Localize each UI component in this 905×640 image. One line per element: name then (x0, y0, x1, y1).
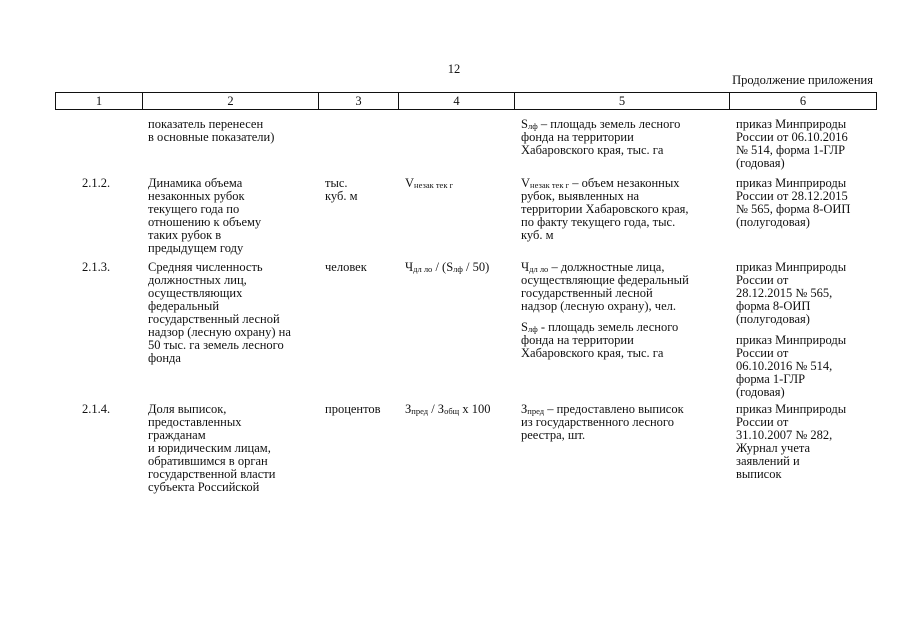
indicator-name (148, 118, 274, 144)
indicator-line: текущего года по (148, 202, 240, 216)
definition-symbol: S (521, 320, 528, 334)
indicator-line: показатель перенесен (148, 117, 264, 131)
indicator-line: таких рубок в (148, 228, 222, 242)
indicator-line: отношению к объему (148, 215, 262, 229)
definitions (521, 403, 684, 442)
unit (325, 177, 358, 203)
definition-line: из государственного лесного (521, 415, 674, 429)
definition-text: – объем незаконных (569, 176, 680, 190)
col-header-3: 3 (319, 93, 399, 110)
source-line: России от (736, 415, 789, 429)
formula-subscript: пред (411, 406, 429, 416)
formula-text: х 100 (459, 402, 491, 416)
indicator-line: предоставленных (148, 415, 242, 429)
definition-text: – должностные лица, (548, 260, 665, 274)
source-line: № 565, форма 8-ОИП (736, 202, 851, 216)
source-line: (полугодовая) (736, 215, 810, 229)
definition-symbol: V (521, 176, 531, 190)
source-line: Журнал учета (736, 441, 811, 455)
unit-line: куб. м (325, 189, 358, 203)
sources (736, 177, 850, 229)
formula-text: / З (428, 402, 445, 416)
definition-block (521, 177, 689, 242)
definition-line: фонда на территории (521, 130, 634, 144)
formula-subscript: дл ло (413, 264, 433, 274)
formula-symbol: З (405, 402, 412, 416)
source-line: № 514, форма 1-ГЛР (736, 143, 846, 157)
source-line: России от (736, 273, 789, 287)
indicator-line: надзор (лесную охрану) на (148, 325, 291, 339)
definition-symbol: S (521, 117, 528, 131)
definition-symbol: Ч (521, 260, 530, 274)
source-line: России от 06.10.2016 (736, 130, 848, 144)
definitions (521, 118, 680, 157)
source-line: 06.10.2016 № 514, (736, 359, 833, 373)
definition-text: - площадь земель лесного (537, 320, 679, 334)
indicator-line: обратившимся в орган (148, 454, 268, 468)
indicator-line: государственный лесной (148, 312, 280, 326)
definition-text: – предоставлено выписок (544, 402, 684, 416)
indicator-line: незаконных рубок (148, 189, 245, 203)
source-line: заявлений и (736, 454, 800, 468)
col-header-5: 5 (515, 93, 730, 110)
indicator-line: в основные показатели) (148, 130, 275, 144)
page-number: 12 (447, 62, 461, 76)
source-line: (годовая) (736, 385, 785, 399)
indicator-line: фонда (148, 351, 181, 365)
formula-subscript: лф (453, 264, 463, 274)
col-header-6: 6 (730, 93, 877, 110)
indicator-line: 50 тыс. га земель лесного (148, 338, 284, 352)
definition-block (521, 403, 684, 442)
definition-block (521, 321, 689, 360)
indicator-line: федеральный (148, 299, 220, 313)
source-line: 28.12.2015 № 565, (736, 286, 833, 300)
definitions (521, 177, 689, 242)
definition-line: по факту текущего года, тыс. (521, 215, 676, 229)
indicator-line: предыдущем году (148, 241, 244, 255)
indicator-line: гражданам (148, 428, 206, 442)
definition-symbol: З (521, 402, 528, 416)
source-block (736, 177, 850, 229)
definition-line: осуществляющие федеральный (521, 273, 689, 287)
source-block (736, 118, 848, 170)
indicator-line: Доля выписок, (148, 402, 227, 416)
column-header-row (55, 92, 877, 110)
indicator-line: Динамика объема (148, 176, 243, 190)
indicator-line: Средняя численность (148, 260, 263, 274)
source-line: (полугодовая) (736, 312, 810, 326)
unit-line: процентов (325, 402, 381, 416)
unit-line: человек (325, 260, 367, 274)
col-header-2: 2 (143, 93, 319, 110)
indicator-name (148, 261, 291, 365)
source-line: приказ Минприроды (736, 402, 847, 416)
row-number: 2.1.2. (82, 176, 111, 190)
formula (405, 177, 453, 190)
formula-subscript: незак тек г (414, 180, 454, 190)
definition-subscript: пред (527, 406, 545, 416)
definition-subscript: дл ло (529, 264, 549, 274)
continuation-label: Продолжение приложения (732, 73, 873, 87)
row-number: 2.1.3. (82, 260, 111, 274)
formula-subscript: общ (444, 406, 460, 416)
col-header-1: 1 (56, 93, 143, 110)
definition-block (521, 261, 689, 313)
col-header-4: 4 (399, 93, 515, 110)
formula (405, 261, 489, 274)
formula (405, 403, 490, 416)
indicator-line: и юридическим лицам, (148, 441, 271, 455)
indicator-name (148, 403, 275, 494)
row-number: 2.1.4. (82, 402, 111, 416)
source-line: форма 1-ГЛР (736, 372, 806, 386)
definitions (521, 261, 689, 360)
definition-line: территории Хабаровского края, (521, 202, 689, 216)
sources (736, 261, 846, 399)
source-line: приказ Минприроды (736, 176, 847, 190)
source-line: приказ Минприроды (736, 117, 847, 131)
formula-text: / 50) (462, 260, 490, 274)
source-line: форма 8-ОИП (736, 299, 811, 313)
definition-line: государственный лесной (521, 286, 653, 300)
formula-symbol: V (405, 176, 415, 190)
unit (325, 261, 367, 274)
source-line: (годовая) (736, 156, 785, 170)
unit (325, 403, 381, 416)
definition-subscript: лф (527, 324, 538, 334)
definition-line: надзор (лесную охрану), чел. (521, 299, 676, 313)
definition-block (521, 118, 680, 157)
formula-text: / (S (432, 260, 454, 274)
source-line: выписок (736, 467, 782, 481)
indicator-name (148, 177, 261, 255)
definition-line: Хабаровского края, тыс. га (521, 143, 664, 157)
definition-line: Хабаровского края, тыс. га (521, 346, 664, 360)
definition-line: рубок, выявленных на (521, 189, 640, 203)
source-line: 31.10.2007 № 282, (736, 428, 833, 442)
formula-symbol: Ч (405, 260, 414, 274)
source-line: России от (736, 346, 789, 360)
definition-line: куб. м (521, 228, 554, 242)
sources (736, 403, 846, 481)
source-block (736, 403, 846, 481)
source-line: приказ Минприроды (736, 333, 847, 347)
source-line: России от 28.12.2015 (736, 189, 848, 203)
definition-subscript: незак тек г (530, 180, 570, 190)
definition-text: – площадь земель лесного (537, 117, 681, 131)
source-block (736, 334, 846, 399)
unit-line: тыс. (325, 176, 348, 190)
definition-line: реестра, шт. (521, 428, 586, 442)
source-block (736, 261, 846, 326)
sources (736, 118, 848, 170)
indicator-line: должностных лиц, (148, 273, 247, 287)
definition-subscript: лф (527, 121, 538, 131)
definition-line: фонда на территории (521, 333, 634, 347)
indicator-line: субъекта Российской (148, 480, 260, 494)
source-line: приказ Минприроды (736, 260, 847, 274)
indicator-line: государственной власти (148, 467, 276, 481)
indicator-line: осуществляющих (148, 286, 243, 300)
